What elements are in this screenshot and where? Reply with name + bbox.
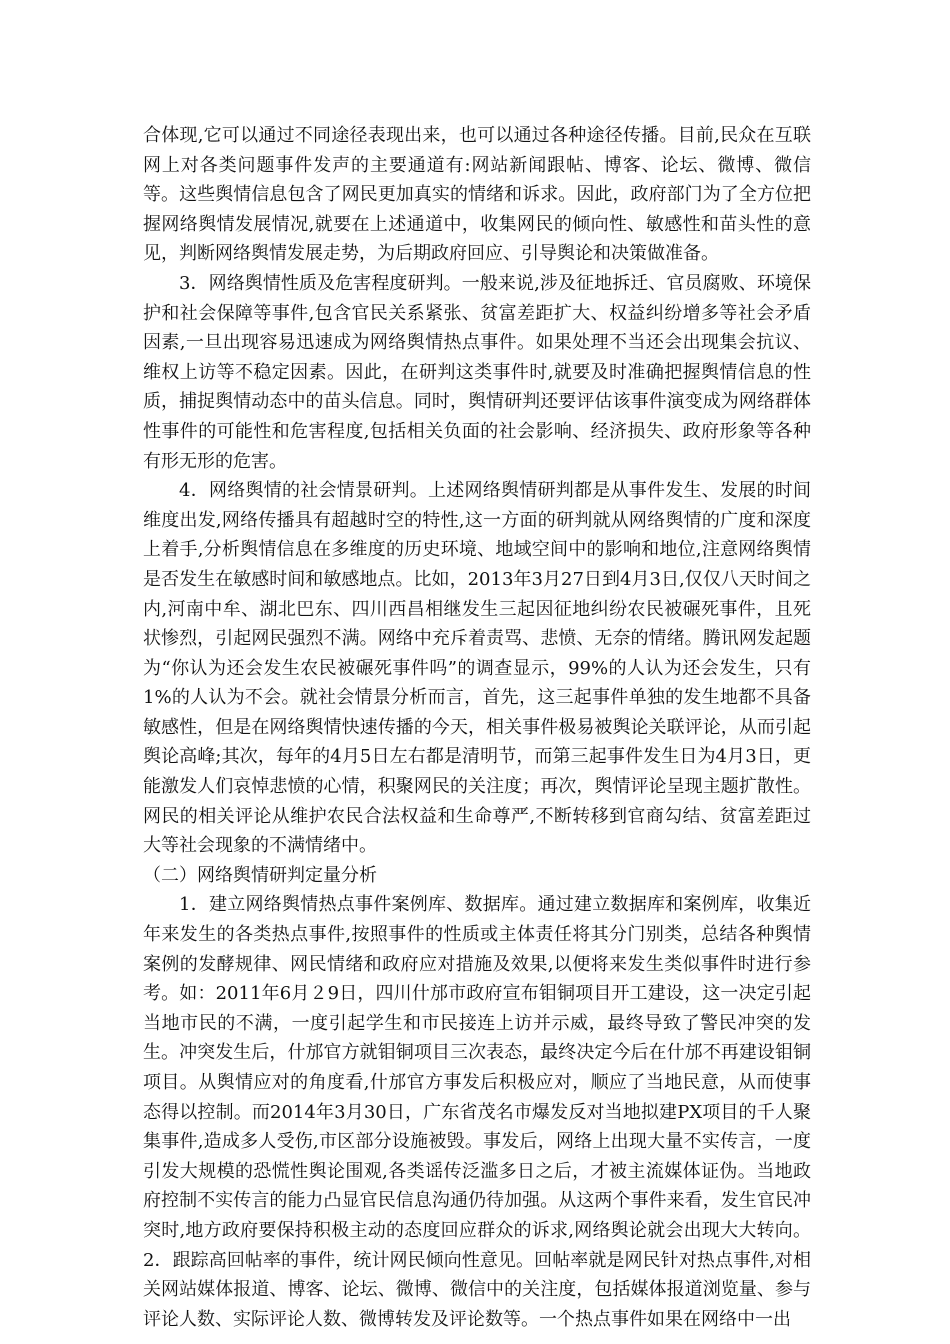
document-body: [143, 121, 811, 1334]
paragraph-section-item-1: 1．建立网络舆情热点事件案例库、数据库。通过建立数据库和案例库，收集近年来发生的各类热点事件,按照事件的性质或主体责任将其分门别类，总结各种舆情案例的发酵规律、网民情绪和政府应对措施及效果,以便将来发生类似事件时进行参考。如：2011年6月２9日，四川什邡市政府宣布钼铜项目开工建设，这一决定引起当地市民的不满，一度引起学生和市民接连上访并示威，最终导致了警民冲突的发生。冲突发生后，什邡官方就钼铜项目三次表态，最终决定今后在什邡不再建设钼铜项目。从舆情应对的角度看,什邡官方事发后积极应对，顺应了当地民意，从而使事态得以控制。而2014年3月30日，广东省茂名市爆发反对当地拟建PX项目的千人聚集事件,造成多人受伤,市区部分设施被毁。事发后，网络上出现大量不实传言，一度引发大规模的恐慌性舆论围观,各类谣传泛滥多日之后，才被主流媒体证伪。当地政府控制不实传言的能力凸显官民信息沟通仍待加强。从这两个事件来看，发生官民冲突时,地方政府要保持积极主动的态度回应群众的诉求,网络舆论就会出现大大转向。 2．跟踪高回帖率的事件，统计网民倾向性意见。回帖率就是网民针对热点事件,对相关网站媒体报道、博客、论坛、微博、微信中的关注度，包括媒体报道浏览量、参与评论人数、实际评论人数、微博转发及评论数等。一个热点事件如果在网络中一出: [143, 894, 811, 1330]
paragraph-item-3: 3．网络舆情性质及危害程度研判。一般来说,涉及征地拆迁、官员腐败、环境保护和社会保障等事件,包含官民关系紧张、贫富差距扩大、权益纠纷增多等社会矛盾因素,一旦出现容易迅速成为网络舆情热点事件。如果处理不当还会出现集会抗议、维权上访等不稳定因素。因此，在研判这类事件时,就要及时准确把握舆情信息的性质，捕捉舆情动态中的苗头信息。同时，舆情研判还要评估该事件演变成为网络群体性事件的可能性和危害程度,包括相关负面的社会影响、经济损失、政府形象等各种有形无形的危害。: [143, 272, 811, 472]
paragraph-item-4: 4．网络舆情的社会情景研判。上述网络舆情研判都是从事件发生、发展的时间维度出发,网络传播具有超越时空的特性,这一方面的研判就从网络舆情的广度和深度上着手,分析舆情信息在多维度的历史环境、地域空间中的影响和地位,注意网络舆情是否发生在敏感时间和敏感地点。比如，2013年3月27日到4月3日,仅仅八天时间之内,河南中牟、湖北巴东、四川西昌相继发生三起因征地纠纷农民被碾死事件，且死状惨烈，引起网民强烈不满。网络中充斥着责骂、悲愤、无奈的情绪。腾讯网发起题为“你认为还会发生农民被碾死事件吗”的调查显示，99%的人认为还会发生，只有1%的人认为不会。就社会情景分析而言，首先，这三起事件单独的发生地都不具备敏感性，但是在网络舆情快速传播的今天，相关事件极易被舆论关联评论，从而引起舆论高峰;其次，每年的4月5日左右都是清明节，而第三起事件发生日为4月3日，更能激发人们哀悼悲愤的心情，积聚网民的关注度；再次，舆情评论呈现主题扩散性。网民的相关评论从维护农民合法权益和生命尊严,不断转移到官商勾结、贫富差距过大等社会现象的不满情绪中。: [143, 480, 811, 857]
section-heading: （二）网络舆情研判定量分析: [143, 864, 377, 886]
paragraph-continuation: 合体现,它可以通过不同途径表现出来，也可以通过各种途径传播。目前,民众在互联网上对各类问题事件发声的主要通道有:网站新闻跟帖、博客、论坛、微博、微信等。这些舆情信息包含了网民更加真实的情绪和诉求。因此，政府部门为了全方位把握网络舆情发展情况,就要在上述通道中，收集网民的倾向性、敏感性和苗头性的意见，判断网络舆情发展走势，为后期政府回应、引导舆论和决策做准备。: [143, 125, 811, 265]
